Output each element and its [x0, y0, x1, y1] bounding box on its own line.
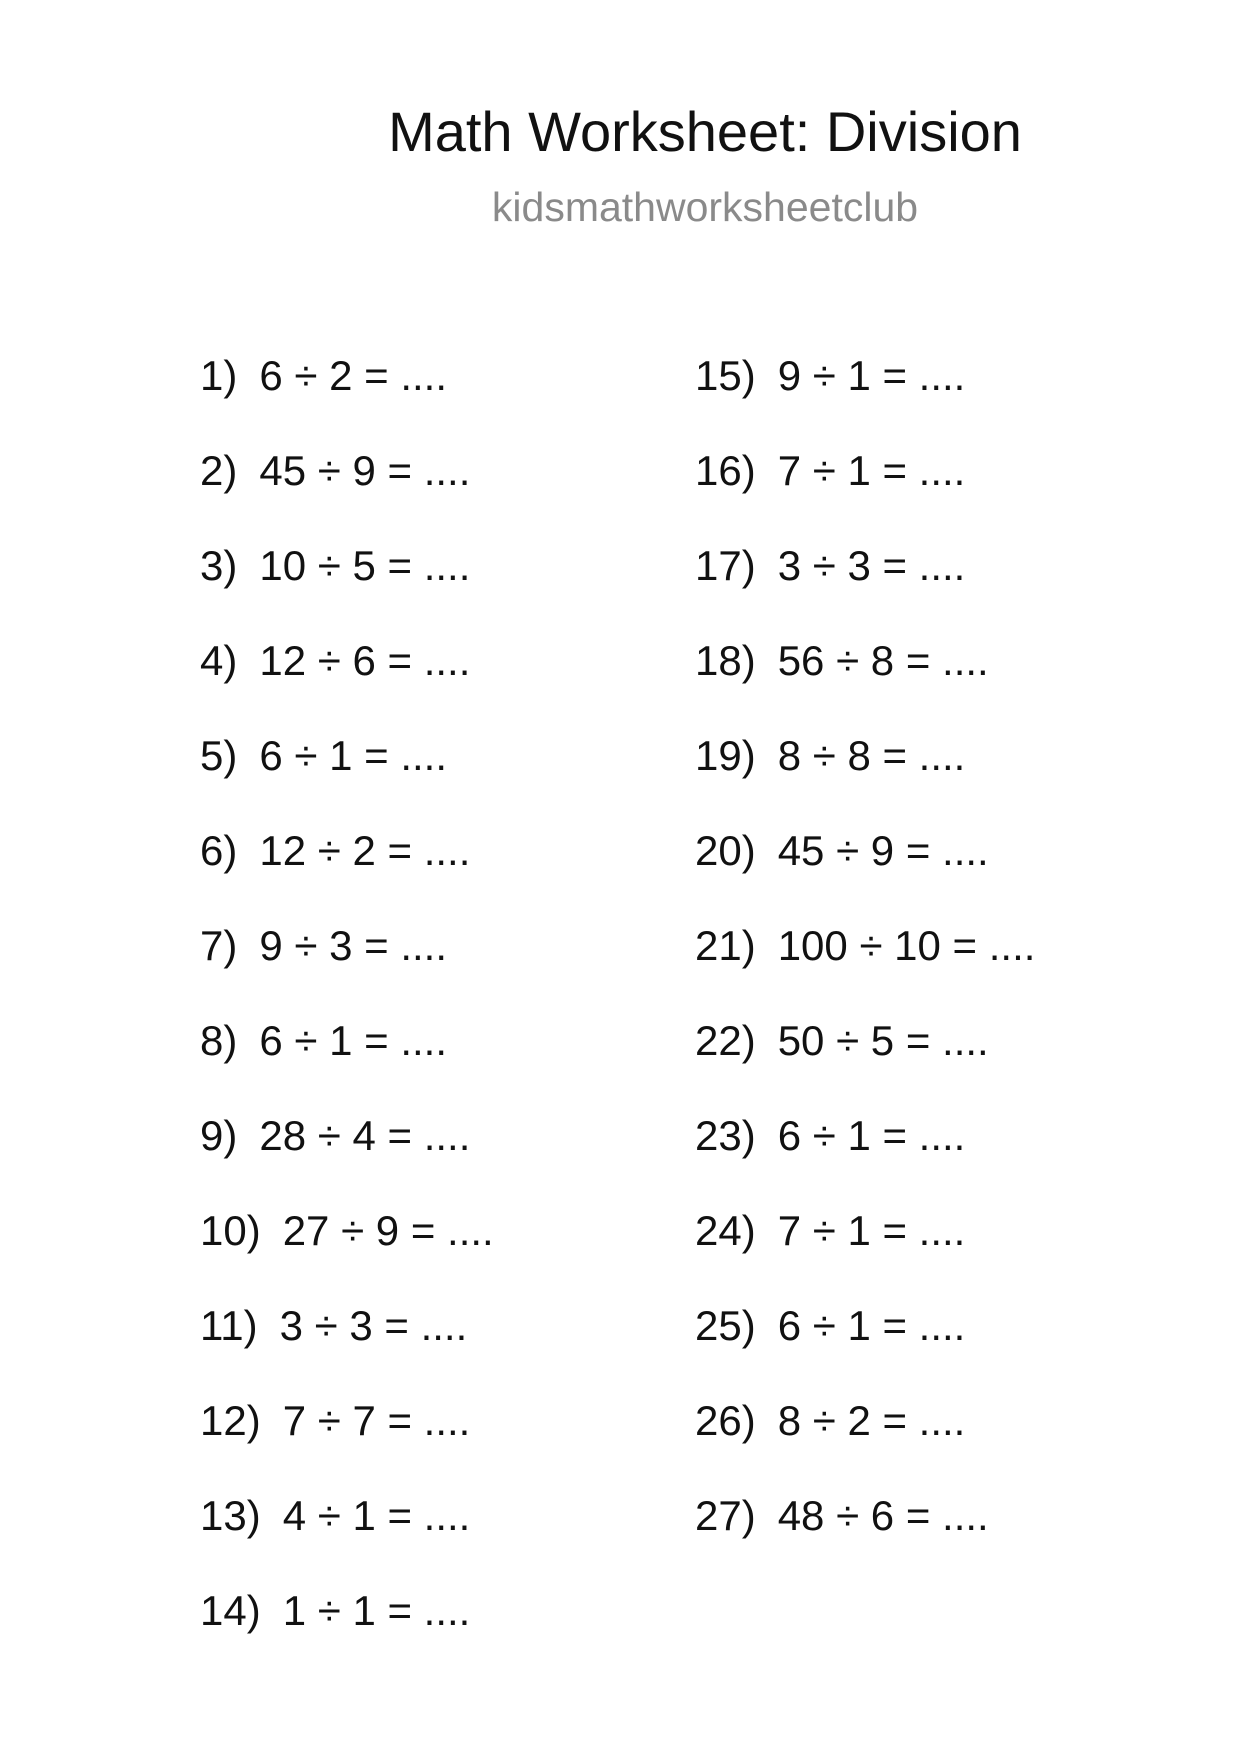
problem-number: 20) — [695, 827, 756, 874]
problem-expression: 4 ÷ 1 = .... — [282, 1492, 471, 1539]
problem-number: 26) — [695, 1397, 756, 1444]
problem-expression: 6 ÷ 1 = .... — [259, 1017, 448, 1064]
problem-item — [200, 1302, 494, 1397]
problem-expression: 8 ÷ 8 = .... — [777, 732, 966, 779]
page-subtitle: kidsmathworksheetclub — [491, 184, 919, 230]
problem-item — [695, 1207, 1035, 1302]
problem-item — [200, 1397, 494, 1492]
problem-item — [695, 637, 1035, 732]
problem-number: 2) — [200, 447, 238, 494]
problem-item — [695, 1302, 1035, 1397]
problem-column-right — [695, 352, 1035, 1587]
problem-expression: 7 ÷ 1 = .... — [777, 1207, 966, 1254]
problem-item — [200, 542, 494, 637]
problem-expression: 12 ÷ 6 = .... — [259, 637, 471, 684]
problem-number: 8) — [200, 1017, 238, 1064]
problem-item — [200, 922, 494, 1017]
problem-expression: 1 ÷ 1 = .... — [282, 1587, 471, 1634]
problem-expression: 9 ÷ 1 = .... — [777, 352, 966, 399]
problem-expression: 6 ÷ 2 = .... — [259, 352, 448, 399]
problem-number: 21) — [695, 922, 756, 969]
problem-number: 3) — [200, 542, 238, 589]
problem-item — [695, 1397, 1035, 1492]
problem-number: 19) — [695, 732, 756, 779]
problem-item — [200, 1017, 494, 1112]
problem-item — [200, 732, 494, 827]
problem-number: 15) — [695, 352, 756, 399]
problem-number: 22) — [695, 1017, 756, 1064]
problem-number: 13) — [200, 1492, 261, 1539]
problem-item — [695, 542, 1035, 637]
problem-number: 24) — [695, 1207, 756, 1254]
problem-expression: 3 ÷ 3 = .... — [777, 542, 966, 589]
problem-expression: 3 ÷ 3 = .... — [279, 1302, 468, 1349]
problem-item — [200, 447, 494, 542]
problem-expression: 100 ÷ 10 = .... — [777, 922, 1036, 969]
problem-item — [695, 1112, 1035, 1207]
problem-expression: 6 ÷ 1 = .... — [777, 1112, 966, 1159]
problem-number: 27) — [695, 1492, 756, 1539]
problem-expression: 7 ÷ 1 = .... — [777, 447, 966, 494]
problem-expression: 28 ÷ 4 = .... — [259, 1112, 471, 1159]
problem-expression: 27 ÷ 9 = .... — [282, 1207, 494, 1254]
page-title: Math Worksheet: Division — [388, 100, 1022, 163]
problem-number: 16) — [695, 447, 756, 494]
problem-number: 11) — [200, 1302, 258, 1349]
problem-item — [695, 352, 1035, 447]
problem-expression: 12 ÷ 2 = .... — [259, 827, 471, 874]
problem-number: 18) — [695, 637, 756, 684]
problem-number: 4) — [200, 637, 238, 684]
problem-number: 17) — [695, 542, 756, 589]
problem-item — [200, 637, 494, 732]
problem-item — [695, 1017, 1035, 1112]
problem-expression: 9 ÷ 3 = .... — [259, 922, 448, 969]
problem-number: 1) — [200, 352, 238, 399]
problem-item — [200, 1112, 494, 1207]
problem-number: 25) — [695, 1302, 756, 1349]
problem-item — [695, 922, 1035, 1017]
problem-item — [695, 1492, 1035, 1587]
problem-expression: 50 ÷ 5 = .... — [777, 1017, 989, 1064]
problem-item — [200, 1492, 494, 1587]
problem-item — [200, 827, 494, 922]
problem-item — [695, 447, 1035, 542]
problem-column-left — [200, 352, 494, 1682]
problem-expression: 6 ÷ 1 = .... — [777, 1302, 966, 1349]
problem-item — [200, 1587, 494, 1682]
problem-expression: 7 ÷ 7 = .... — [282, 1397, 471, 1444]
problem-number: 9) — [200, 1112, 238, 1159]
problem-expression: 45 ÷ 9 = .... — [777, 827, 989, 874]
problem-number: 12) — [200, 1397, 261, 1444]
problem-number: 14) — [200, 1587, 261, 1634]
problem-item — [200, 352, 494, 447]
problem-number: 5) — [200, 732, 238, 779]
problem-expression: 48 ÷ 6 = .... — [777, 1492, 989, 1539]
problem-number: 10) — [200, 1207, 261, 1254]
problem-item — [695, 732, 1035, 827]
problem-expression: 10 ÷ 5 = .... — [259, 542, 471, 589]
problem-expression: 56 ÷ 8 = .... — [777, 637, 989, 684]
problem-number: 6) — [200, 827, 238, 874]
problem-item — [695, 827, 1035, 922]
problem-item — [200, 1207, 494, 1302]
problem-number: 23) — [695, 1112, 756, 1159]
problem-expression: 8 ÷ 2 = .... — [777, 1397, 966, 1444]
problem-number: 7) — [200, 922, 238, 969]
problem-expression: 45 ÷ 9 = .... — [259, 447, 471, 494]
problem-expression: 6 ÷ 1 = .... — [259, 732, 448, 779]
